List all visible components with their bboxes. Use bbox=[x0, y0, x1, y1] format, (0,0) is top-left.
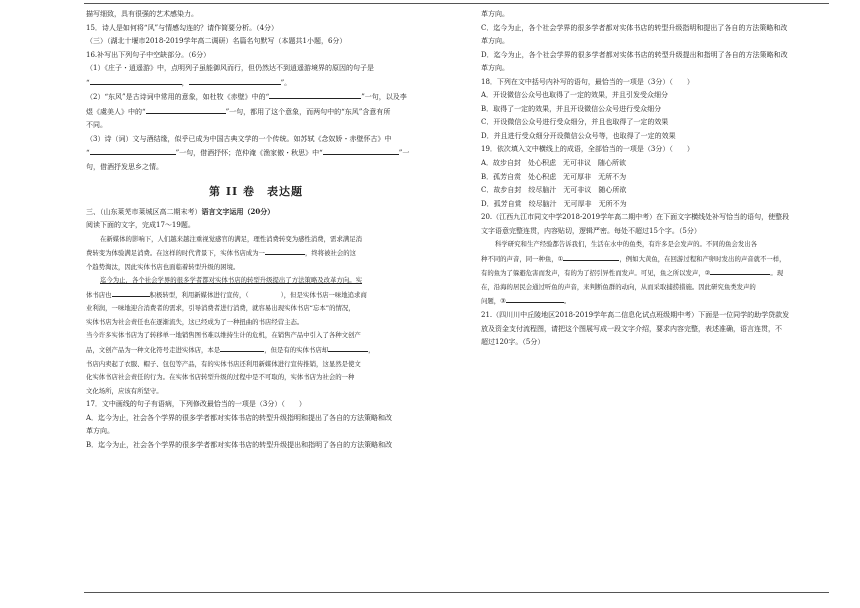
question-20: 20.（江西九江市同文中学2018-2019学年高二期中考）在下面文字横线处补写恰当的语句，使整段 bbox=[481, 213, 790, 222]
answer-blank[interactable] bbox=[328, 343, 368, 352]
passage-line: 实体书店为社会责任也在逐渐流失，这已经成为了一种扭曲的书店经营主态。 bbox=[86, 317, 304, 326]
answer-blank[interactable] bbox=[710, 266, 770, 275]
question-21-cont: 超过120字。（5分） bbox=[481, 338, 545, 347]
answer-blank[interactable] bbox=[506, 294, 564, 303]
q16-part3-c: 句，借酒抒发思乡之情。 bbox=[86, 163, 163, 172]
part-title: 第 II 卷 表达题 bbox=[209, 184, 303, 198]
bottom-rule bbox=[84, 592, 829, 593]
option-c[interactable]: C．故步自封 绞尽脑汁 无可非议 随心所欲 bbox=[481, 186, 627, 195]
passage-line: 品，文创产品为一种文化符号走进实体店，本是 ，但是有的实体书店却 ， bbox=[86, 343, 426, 358]
option-b[interactable]: B．迄今为止，社会各个学界的很多学者都对实体书店的转型升级提出和指明了各自的方法策略和改 bbox=[86, 440, 393, 449]
question-15: 15．诗人是如何将“风”与情感勾连的？请作简要分析。（4分） bbox=[86, 23, 279, 32]
passage-line: 问题，③ 。 bbox=[481, 294, 821, 309]
passage-line: 体书店也 积极转型，利用新媒体进行宣传，（ ），但是实体书店一味地追求商 bbox=[86, 288, 426, 303]
question-21-cont: 放及资金支付流程图，请把这个图展写成一段文字介绍，要求内容完整，表述准确，语言连贯，不 bbox=[481, 324, 782, 333]
answer-blank[interactable] bbox=[146, 105, 226, 114]
option-a-cont: 革方向。 bbox=[86, 427, 114, 436]
q16-part3-blanks: “ ”一句，借酒抒怀；范仲淹《渔家傲・秋思》中“ ”一 bbox=[86, 146, 426, 161]
passage-line: 在，沿海的居民会通过听鱼的声音，来判断鱼群的动向，从而采取捕捞措施。因此研究鱼类发声的 bbox=[481, 282, 756, 291]
passage-line: 有的鱼为了躲避危害而发声，有的为了招引异性而发声。可见，鱼之所以发声，② 。现 bbox=[481, 266, 821, 281]
answer-blank[interactable] bbox=[265, 246, 305, 255]
passage-line: 个趋势淘汰，因此实体书店也面临着转型升级的困境。 bbox=[86, 262, 240, 271]
question-21: 21.（四川川中丘陵地区2018-2019学年高二信息化试点班级期中考）下面是一位同学的助学贷款发 bbox=[481, 311, 790, 320]
answer-blank[interactable] bbox=[220, 343, 264, 352]
answer-blank[interactable] bbox=[90, 76, 182, 85]
reading-intro: 阅读下面的文字，完成17～19题。 bbox=[86, 221, 195, 230]
answer-blank[interactable] bbox=[112, 288, 150, 297]
option-a[interactable]: A．开设微信公众号也取得了一定的效果，并且引发受众细分 bbox=[481, 91, 669, 100]
option-a[interactable]: A．迄今为止，社会各个学界的很多学者都对实体书店的转型升级指明和提出了各自的方法策略和改 bbox=[86, 413, 393, 422]
q16-part3: （3）诗（词）文与酒结缘，似乎已成为中国古典文学的一个传统。如苏轼《念奴娇・赤壁怀古》中 bbox=[86, 134, 392, 143]
passage-line: 当今许多实体书店为了转移单一地销售图书难以维持生计的危机，在销售产品中引入了各种文创产 bbox=[86, 331, 361, 340]
passage-line: 科学研究和生产经验都告诉我们，生活在水中的鱼类，有许多是会发声的。不同的鱼会发出各 bbox=[495, 240, 758, 249]
answer-blank[interactable] bbox=[563, 252, 619, 261]
option-c-cont: 革方向。 bbox=[481, 37, 509, 46]
q16-part2: （2）“东风”是古诗词中常用的意象，如杜牧《赤壁》中的“ ”一句，以及李 bbox=[86, 90, 426, 105]
q16-part2-c: 不同。 bbox=[86, 121, 107, 130]
passage-line: 在新媒体的影响下，人们越来越注重视觉感官的满足，理性消费转变为感性消费，需求满足消 bbox=[100, 234, 363, 243]
question-17: 17．文中画线的句子有语病，下列修改最恰当的一项是（3分）（ ） bbox=[86, 400, 306, 409]
q16-part1-blanks: “ ， ”。 bbox=[86, 76, 426, 91]
option-b[interactable]: B．孤芳自赏 处心积虑 无可厚非 无所不为 bbox=[481, 172, 627, 181]
option-b-cont: 革方向。 bbox=[481, 10, 509, 18]
left-column bbox=[86, 8, 426, 452]
passage-line: 费转变为体验满足消费。在这样的时代背景下，实体书店成为一 ，终将被社会的这 bbox=[86, 246, 426, 261]
option-d-cont: 革方向。 bbox=[481, 64, 509, 73]
question-19: 19．依次填入文中横线上的成语，全部恰当的一项是（3分）（ ） bbox=[481, 145, 694, 154]
passage-line: 种不同的声音，同一种鱼，① ，例如大黄鱼，在回游过程和产卵时发出的声音就不一样， bbox=[481, 252, 821, 267]
answer-blank[interactable] bbox=[323, 146, 399, 155]
q16-part2-b: 煜《虞美人》中的“ ”一句，都用了这个意象，而两句中的“东风”含意有所 bbox=[86, 105, 426, 120]
section-heading: 三、（山东莱芜市莱城区高二期末考）语言文字运用（20分） bbox=[86, 206, 275, 216]
question-18: 18．下列在文中括号内补写的语句，最恰当的一项是（3分）（ ） bbox=[481, 77, 694, 86]
question-20-cont: 文字语意完整连贯，内容贴切，逻辑严密。每处不超过15个字。（5分） bbox=[481, 226, 701, 235]
option-b[interactable]: B．取得了一定的效果，并且开设微信公众号进行受众细分 bbox=[481, 104, 662, 113]
answer-blank[interactable] bbox=[269, 90, 361, 99]
right-column bbox=[481, 8, 821, 350]
option-c[interactable]: C．开设微信公众号进行受众细分，并且也取得了一定的效果 bbox=[481, 118, 669, 127]
option-c[interactable]: C．迄今为止，各个社会学界的很多学者都对实体书店的转型升级指明和提出了各自的方法策略和改 bbox=[481, 23, 788, 32]
answer-blank[interactable] bbox=[90, 146, 176, 155]
answer-blank[interactable] bbox=[189, 76, 281, 85]
passage-line: 业利润，一味地迎合消费者的需求，引导消费者进行消费，就容易出现实体书店“忘本”的情况， bbox=[86, 304, 355, 313]
passage-line: 书店内卖起了衣服、帽子、包包等产品，有的实体书店还利用新媒体进行宣传推销，这显然是使文 bbox=[86, 359, 361, 368]
passage-line: 化实体书店社会责任的行为。在实体书店转型升级的过程中是不可取的，实体书店为社会的一种 bbox=[86, 373, 355, 382]
section-heading: （三）（湖北十堰市2018-2019学年高二调研）名篇名句默写（本题共1小题，6分） bbox=[86, 37, 347, 46]
top-rule bbox=[84, 3, 829, 4]
q16-part1: （1）《庄子・逍遥游》中，点明列子虽能御风而行，但仍然达不到逍遥游境界的原因的句子是 bbox=[86, 64, 374, 73]
option-d[interactable]: D．并且进行受众细分开设微信公众号等，也取得了一定的效果 bbox=[481, 131, 676, 140]
passage-line: 文化场所，应该有所坚守。 bbox=[86, 386, 163, 395]
option-d[interactable]: D．迄今为止，各个社会学界的很多学者都对实体书店的转型升级提出和指明了各自的方法策略和改 bbox=[481, 50, 788, 59]
underlined-sentence: 迄今为止，各个社会学界的很多学者都对实体书店的转型升级提出了方法策略及改革方向。实 bbox=[100, 276, 363, 285]
option-d[interactable]: D．孤芳自赏 绞尽脑汁 无可厚非 无所不为 bbox=[481, 199, 627, 208]
question-16: 16.补写出下列句子中空缺部分。（6分） bbox=[86, 50, 211, 59]
option-a[interactable]: A．故步自封 处心积虑 无可非议 随心所欲 bbox=[481, 159, 627, 168]
text-line: 描写细致，具有很强的艺术感染力。 bbox=[86, 10, 198, 18]
